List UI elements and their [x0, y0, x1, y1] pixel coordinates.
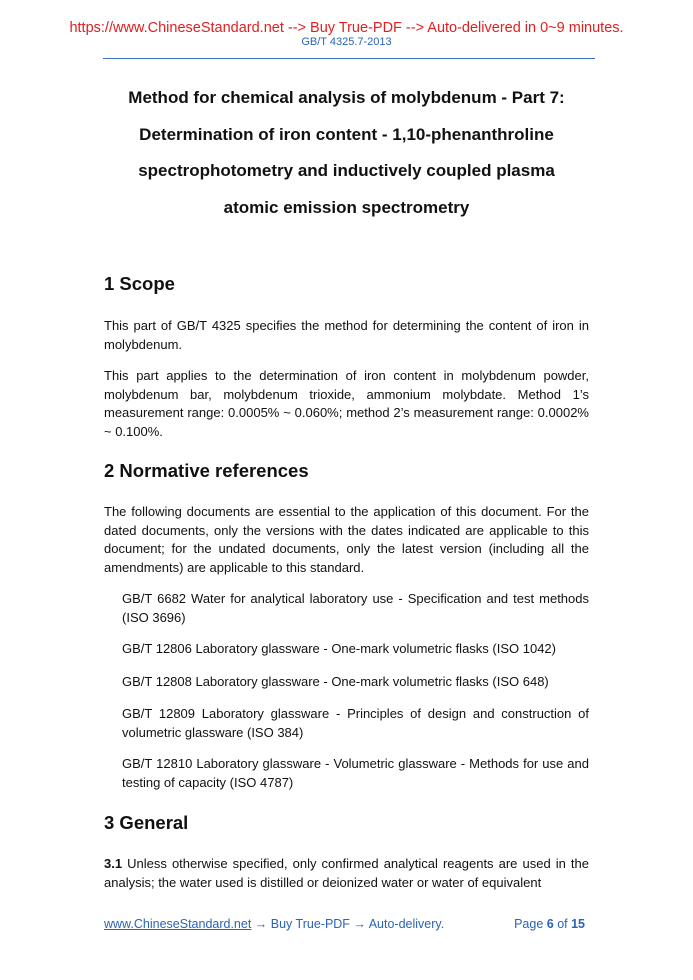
normative-intro: The following documents are essential to the application of this document. For the dated documents, only the versions with the dates indicated are applicable to this document; for the undated documents, only the latest version (including all the amendments) are applicable to this standard.: [104, 504, 589, 575]
page-indicator: Page 6 of 15: [514, 917, 585, 931]
current-page: 6: [546, 917, 554, 931]
document-title: [90, 80, 603, 226]
reference-item: GB/T 12810 Laboratory glassware - Volumetric glassware - Methods for use and testing of capacity (ISO 4787): [122, 756, 589, 790]
title-line: atomic emission spectrometry: [223, 197, 470, 217]
footer-site-link[interactable]: www.ChineseStandard.net: [104, 917, 252, 931]
title-line: Method for chemical analysis of molybdenum - Part 7:: [128, 88, 565, 107]
reference-item: GB/T 12808 Laboratory glassware - One-mark volumetric flasks (ISO 648): [122, 674, 549, 689]
footer-trail: → Buy True-PDF → Auto-delivery.: [251, 917, 445, 931]
section-heading-scope: 1 Scope: [104, 273, 175, 294]
source-banner[interactable]: https://www.ChineseStandard.net --> Buy True-PDF --> Auto-delivered in 0~9 minutes.: [69, 20, 624, 36]
reference-item: GB/T 12809 Laboratory glassware - Principles of design and construction of volumetric glassware (ISO 384): [122, 706, 589, 740]
page-footer: [104, 916, 589, 932]
scope-paragraph-1: This part of GB/T 4325 specifies the method for determining the content of iron in molybdenum.: [104, 318, 589, 352]
clause-number: 3.1: [104, 856, 123, 871]
clause-text: Unless otherwise specified, only confirmed analytical reagents are used in the analysis; the water used is distilled or deionized water or water of equivalent: [104, 856, 589, 890]
section-heading-general: 3 General: [104, 812, 189, 833]
header-divider: [103, 58, 595, 59]
doc-number-header: GB/T 4325.7-2013: [301, 36, 392, 48]
scope-paragraph-2: This part applies to the determination of iron content in molybdenum powder, molybdenum bar, molybdenum trioxide, ammonium molybdate. Method 1’s measurement range: 0.0005% ~ 0.060%; method 2’s measurement range: 0.0002% ~ 0.100%.: [104, 368, 589, 439]
title-line: spectrophotometry and inductively coupled plasma: [138, 161, 555, 180]
reference-item: GB/T 6682 Water for analytical laboratory use - Specification and test methods (ISO 3696): [122, 591, 589, 625]
section-heading-normative-references: 2 Normative references: [104, 460, 309, 481]
reference-item: GB/T 12806 Laboratory glassware - One-mark volumetric flasks (ISO 1042): [122, 641, 556, 656]
general-clause-3-1: [104, 855, 589, 892]
title-line: Determination of iron content - 1,10-phenanthroline: [139, 124, 554, 144]
total-pages: 15: [571, 917, 585, 931]
